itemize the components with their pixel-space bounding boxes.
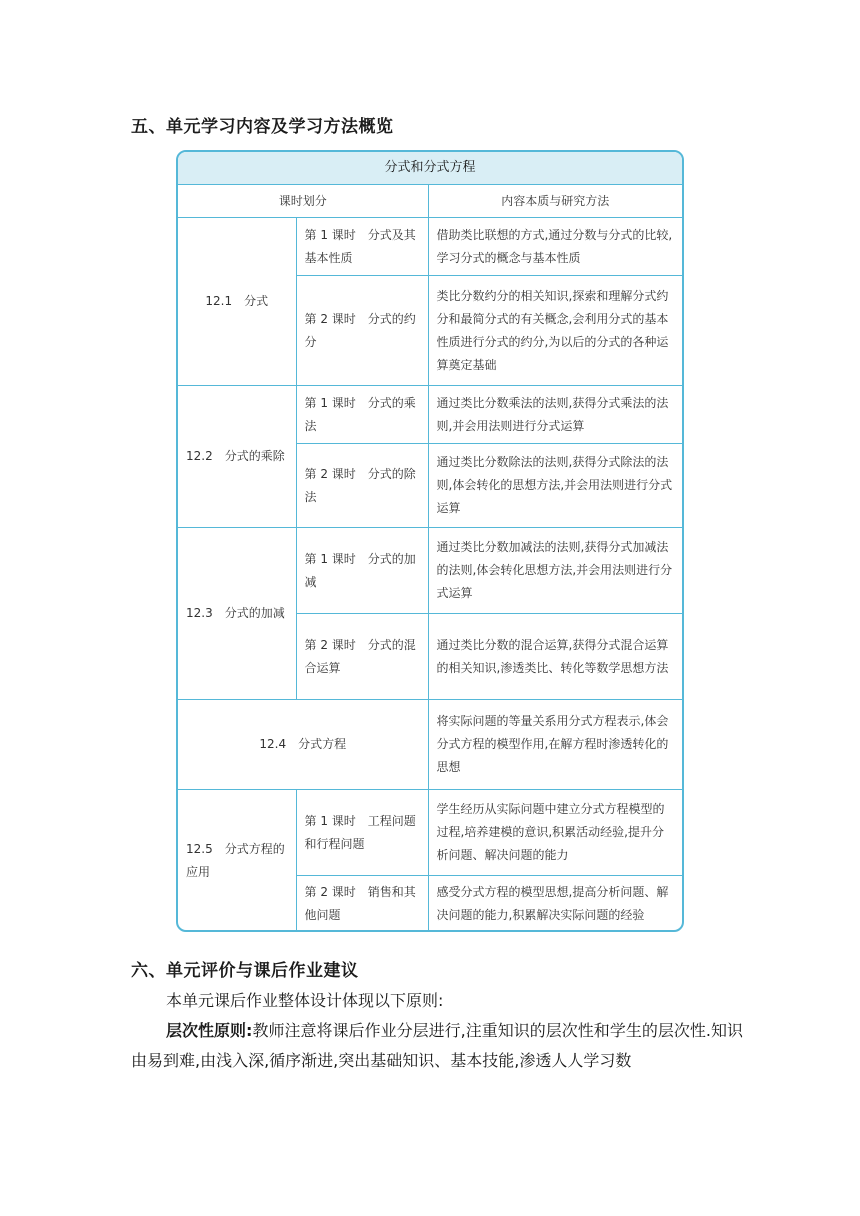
table-row bbox=[178, 790, 682, 876]
table-body bbox=[178, 185, 682, 932]
table-title: 分式和分式方程 bbox=[178, 152, 682, 185]
section-cell: 12.4 分式方程 bbox=[178, 700, 428, 790]
section-6-heading: 六、单元评价与课后作业建议 bbox=[131, 961, 359, 981]
table-row bbox=[178, 528, 682, 614]
table-row bbox=[178, 700, 682, 790]
header-content-method: 内容本质与研究方法 bbox=[428, 185, 682, 218]
section-cell: 12.2 分式的乘除 bbox=[178, 386, 296, 528]
lesson-cell: 第 2 课时 分式的除法 bbox=[296, 444, 428, 528]
principle-text: 教师注意将课后作业分层进行,注重知识的层次性和学生的层次性.知识由易到难,由浅入深,循序渐进,突出基础知识、基本技能,渗透人人学习数 bbox=[131, 1021, 743, 1070]
content-cell: 通过类比分数乘法的法则,获得分式乘法的法则,并会用法则进行分式运算 bbox=[428, 386, 682, 444]
lesson-overview-table bbox=[176, 150, 684, 932]
content-cell: 感受分式方程的模型思想,提高分析问题、解决问题的能力,积累解决实际问题的经验 bbox=[428, 876, 682, 932]
content-cell: 通过类比分数除法的法则,获得分式除法的法则,体会转化的思想方法,并会用法则进行分式运算 bbox=[428, 444, 682, 528]
section-cell: 12.1 分式 bbox=[178, 218, 296, 386]
lesson-cell: 第 1 课时 分式的乘法 bbox=[296, 386, 428, 444]
lesson-cell: 第 1 课时 工程问题和行程问题 bbox=[296, 790, 428, 876]
content-cell: 借助类比联想的方式,通过分数与分式的比较,学习分式的概念与基本性质 bbox=[428, 218, 682, 276]
lesson-cell: 第 1 课时 分式及其基本性质 bbox=[296, 218, 428, 276]
content-cell: 学生经历从实际问题中建立分式方程模型的过程,培养建模的意识,积累活动经验,提升分析问题、解决问题的能力 bbox=[428, 790, 682, 876]
header-lesson-division: 课时划分 bbox=[178, 185, 428, 218]
section-cell: 12.5 分式方程的应用 bbox=[178, 790, 296, 932]
content-cell: 类比分数约分的相关知识,探索和理解分式约分和最简分式的有关概念,会利用分式的基本性质进行分式的约分,为以后的分式的各种运算奠定基础 bbox=[428, 276, 682, 386]
principle-paragraph bbox=[131, 1016, 743, 1076]
content-cell: 通过类比分数的混合运算,获得分式混合运算的相关知识,渗透类比、转化等数学思想方法 bbox=[428, 614, 682, 700]
lesson-cell: 第 2 课时 销售和其他问题 bbox=[296, 876, 428, 932]
lesson-cell: 第 2 课时 分式的混合运算 bbox=[296, 614, 428, 700]
table-header-row bbox=[178, 185, 682, 218]
content-cell: 通过类比分数加减法的法则,获得分式加减法的法则,体会转化思想方法,并会用法则进行分式运算 bbox=[428, 528, 682, 614]
section-cell: 12.3 分式的加减 bbox=[178, 528, 296, 700]
content-cell: 将实际问题的等量关系用分式方程表示,体会分式方程的模型作用,在解方程时渗透转化的思想 bbox=[428, 700, 682, 790]
lesson-cell: 第 2 课时 分式的约分 bbox=[296, 276, 428, 386]
intro-paragraph: 本单元课后作业整体设计体现以下原则: bbox=[166, 991, 444, 1010]
section-5-heading: 五、单元学习内容及学习方法概览 bbox=[131, 117, 394, 137]
table-row bbox=[178, 386, 682, 444]
principle-label: 层次性原则: bbox=[166, 1021, 253, 1040]
lesson-cell: 第 1 课时 分式的加减 bbox=[296, 528, 428, 614]
table-row bbox=[178, 218, 682, 276]
